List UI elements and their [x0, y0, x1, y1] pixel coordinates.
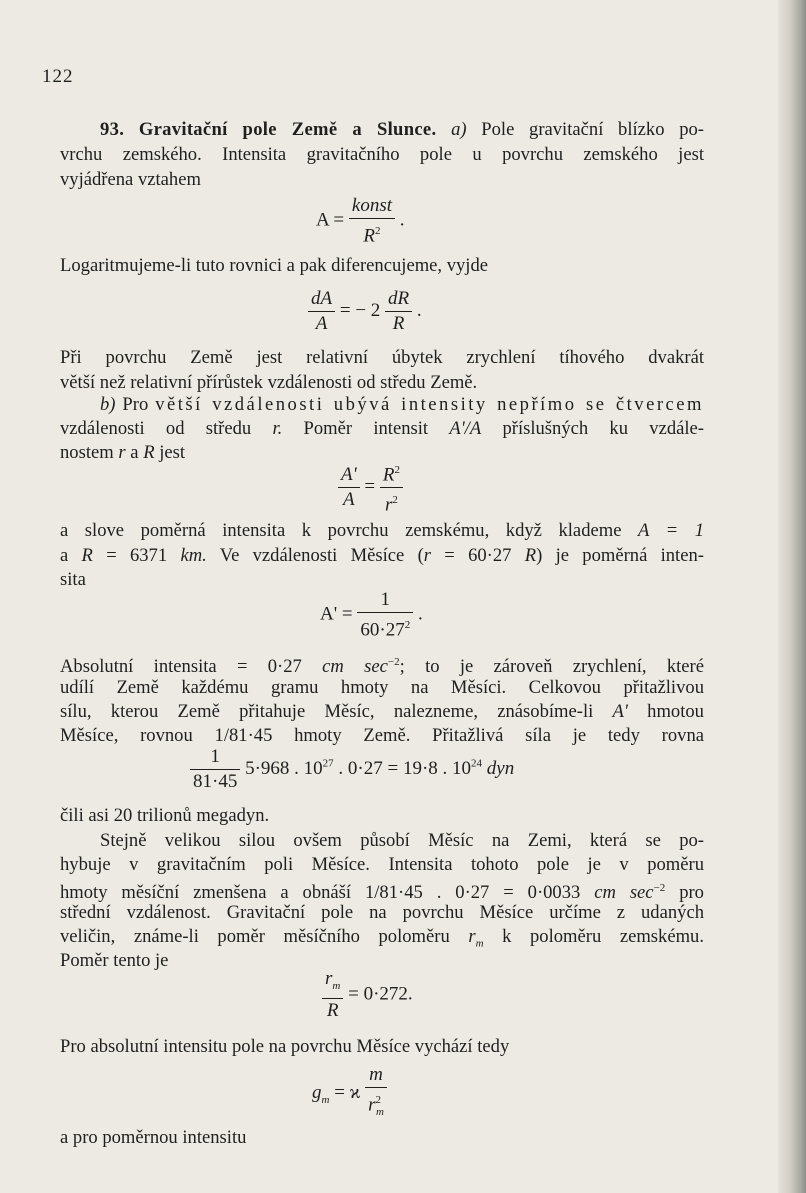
page-number: 122	[42, 66, 74, 87]
text-line: veličin, známe-li poměr měsíčního poloměru $r_m$ k poloměru zemskému.	[60, 926, 704, 950]
eq7-fraction: $\frac{m}{r^2_m}$	[365, 1063, 387, 1124]
section-heading-line	[60, 117, 704, 142]
text-line: hmoty měsíční zmenšena a obnáší 1/81·45 . 0·27 = 0·0033 cm $\sec^{-2}$ pro	[60, 882, 704, 904]
eq4-fraction: $\frac{1}{60\cdot 27^2}$	[357, 588, 413, 642]
text-line: vzdálenosti od středu r. Poměr intensit A'/A příslušných ku vzdále-	[60, 418, 704, 439]
eq6-fraction: $\frac{r_m}{R}$	[322, 967, 343, 1023]
eq1-lhs: A =	[316, 209, 345, 231]
text-line: a R = 6371 km. Ve vzdálenosti Měsíce (r = 60·27 R) je poměrná inten-	[60, 545, 704, 566]
eq2-fraction-right: $\frac{dR}{R}$	[385, 287, 412, 336]
text-line: b) Pro větší vzdálenosti ubývá intensity nepřímo se čtvercem	[100, 394, 704, 415]
page-edge-shadow	[778, 0, 806, 1193]
part-a-label: a)	[451, 119, 467, 140]
text-line: Stejně velikou silou ovšem působí Měsíc na Zemi, která se po-	[100, 830, 704, 851]
eq1-numerator: konst	[351, 195, 392, 216]
section-title: Gravitační pole Země a Slunce.	[138, 119, 437, 140]
eq2-fraction-left: $\frac{dA}{A}$	[308, 287, 335, 336]
part-a-title: Pole gravitační blízko po-	[481, 119, 704, 140]
section-number: 93.	[100, 119, 125, 140]
text-line: čili asi 20 trilionů megadyn.	[60, 805, 270, 826]
equation-3: $\frac{A'}{A}$ = $\frac{R^2}{r^2}$	[338, 458, 403, 518]
text-line: nostem r a R jest	[60, 442, 186, 463]
text-line: vyjádřena vztahem	[60, 169, 201, 190]
equation-1	[316, 194, 405, 248]
equation-2: $\frac{dA}{A}$ = − 2 $\frac{dR}{R}$ .	[308, 287, 422, 336]
text-line: a pro poměrnou intensitu	[60, 1127, 247, 1148]
eq1-fraction	[349, 194, 395, 248]
eq5-fraction: $\frac{1}{81\cdot 45}$	[190, 745, 240, 794]
eq1-denominator: $R^2$	[349, 218, 395, 248]
eq3-fraction-right: $\frac{R^2}{r^2}$	[380, 458, 403, 518]
eq2-middle: = − 2	[339, 299, 381, 321]
eq1-tail: .	[399, 209, 405, 231]
text-line: vrchu zemského. Intensita gravitačního pole u povrchu zemského jest	[60, 144, 704, 165]
text-line: udílí Země každému gramu hmoty na Měsíci. Celkovou přitažlivou	[60, 677, 704, 698]
equation-4: A' = $\frac{1}{60\cdot 27^2}$ .	[320, 589, 423, 641]
text-line: Poměr tento je	[60, 950, 169, 971]
text-line: Absolutní intensita = 0·27 cm $\sec^{-2}$; to je zároveň zrychlení, které	[60, 656, 704, 678]
equation-6: $\frac{r_m}{R}$ = 0·272.	[322, 967, 413, 1023]
eq3-fraction-left: $\frac{A'}{A}$	[338, 463, 360, 512]
text-line: a slove poměrná intensita k povrchu zemskému, když klademe A = 1	[60, 520, 704, 541]
text-line: Logaritmujeme-li tuto rovnici a pak diferencujeme, vyjde	[60, 255, 489, 276]
text-line: Při povrchu Země jest relativní úbytek zrychlení tíhového dvakrát	[60, 347, 704, 368]
text-line: střední vzdálenost. Gravitační pole na povrchu Měsíce určíme z udaných	[60, 902, 704, 923]
text-line: sita	[60, 569, 86, 590]
text-line: Pro absolutní intensitu pole na povrchu Měsíce vychází tedy	[60, 1036, 510, 1057]
text-line: Měsíce, rovnou 1/81·45 hmoty Země. Přitažlivá síla je tedy rovna	[60, 725, 704, 746]
text-line: hybuje v gravitačním poli Měsíce. Intensita tohoto pole je v poměru	[60, 854, 704, 875]
text-line: větší než relativní přírůstek vzdálenosti od středu Země.	[60, 372, 478, 393]
text-line: sílu, kterou Země přitahuje Měsíc, nalezneme, znásobíme-li A' hmotou	[60, 701, 704, 722]
equation-7: $g_m = ϰ$ $\frac{m}{r^2_m}$	[312, 1063, 387, 1124]
equation-5: $\frac{1}{81\cdot 45}$ 5·968 . $10^{27}$ . 0·27 = 19·8 . $10^{24}$ dyn	[190, 745, 514, 794]
